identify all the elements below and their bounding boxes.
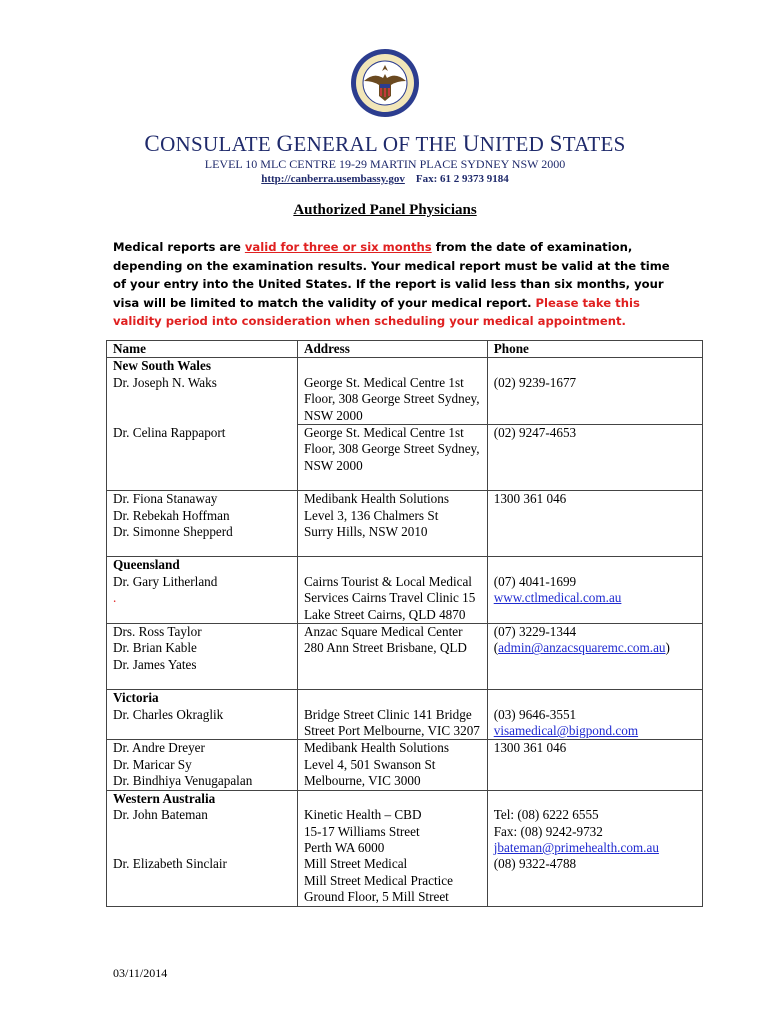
physician-name: Dr. John Bateman [113, 807, 208, 823]
email-link[interactable]: admin@anzacsquaremc.com.au [498, 640, 666, 656]
page-title: CONSULATE GENERAL OF THE UNITED STATES [144, 131, 626, 156]
table-header-row [107, 341, 703, 358]
physician-address: 15-17 Williams Street [303, 823, 420, 839]
physician-address: George St. Medical Centre 1st Floor, 308 George Street Sydney, NSW 2000 [303, 425, 480, 473]
physician-address: Level 3, 136 Chalmers St [303, 507, 439, 523]
physician-address: Perth WA 6000 [303, 839, 385, 855]
physician-address: Mill Street Medical Practice [303, 872, 453, 888]
state-heading-nsw: New South Wales [113, 358, 211, 374]
table-row [107, 425, 703, 491]
physician-phone: (03) 9646-3551 [493, 706, 577, 722]
physician-address: Cairns Tourist & Local Medical Services Cairns Travel Clinic 15 Lake Street Cairns, QLD 4870 [303, 573, 476, 622]
physician-phone: 1300 361 046 [493, 491, 567, 507]
physician-phone: (02) 9247-4653 [493, 425, 577, 441]
website-link[interactable]: http://canberra.usembassy.gov [261, 173, 405, 185]
physician-name: Dr. Andre Dreyer [113, 740, 205, 756]
physicians-table [106, 340, 703, 907]
column-header-name: Name [107, 341, 298, 358]
stray-mark: . [113, 590, 117, 606]
consulate-address: LEVEL 10 MLC CENTRE 19-29 MARTIN PLACE SYDNEY NSW 2000 [204, 157, 566, 171]
physician-name: Drs. Ross Taylor [113, 624, 202, 640]
state-heading-qld: Queensland [113, 557, 180, 573]
physician-address: Kinetic Health – CBD [303, 807, 422, 823]
email-link[interactable]: jbateman@primehealth.com.au [493, 839, 659, 855]
physician-phone: (07) 3229-1344 [493, 624, 577, 640]
physician-phone: Tel: (08) 6222 6555 [493, 807, 599, 823]
email-link[interactable]: visamedical@bigpond.com [493, 723, 639, 739]
physician-name: Dr. Rebekah Hoffman [113, 507, 230, 523]
contact-line [0, 173, 770, 185]
physician-name: Dr. Maricar Sy [113, 756, 192, 772]
document-date: 03/11/2014 [113, 966, 168, 980]
physician-phone: (08) 9322-4788 [493, 856, 577, 872]
physician-address: George St. Medical Centre 1st Floor, 308 George Street Sydney, NSW 2000 [303, 374, 480, 423]
notice-text: from the date of examination, depending on the examination results. Your medical report must be valid at the time of your entry into the United States. If the report is valid less than six months, your visa will be limited to match the validity of your medical report. [113, 240, 670, 310]
table-row [107, 690, 703, 740]
physician-name: Dr. Bindhiya Venugapalan [113, 773, 253, 789]
physician-name: Dr. Charles Okraglik [113, 706, 224, 722]
column-header-address: Address [297, 341, 487, 358]
table-row [107, 740, 703, 790]
table-row [107, 491, 703, 557]
physician-address: Ground Floor, 5 Mill Street [303, 889, 449, 905]
table-row [107, 557, 703, 624]
validity-notice [113, 238, 673, 331]
physician-name: Dr. Celina Rappaport [113, 424, 226, 440]
website-link[interactable]: www.ctlmedical.com.au [493, 590, 622, 606]
notice-text: Medical reports are [113, 240, 245, 254]
physician-address: Surry Hills, NSW 2010 [303, 524, 428, 540]
physician-address: Medibank Health Solutions [303, 491, 449, 507]
table-row: Drs. Ross Taylor Dr. Brian Kable Dr. James Yates Anzac Square Medical Center 280 Ann Street Brisbane, QLD (07) 3229-1344 (admin@anzacsquaremc.com.au) [107, 624, 703, 690]
physician-address: 280 Ann Street Brisbane, QLD [303, 640, 467, 656]
physician-address: Melbourne, VIC 3000 [303, 773, 421, 789]
column-header-phone: Phone [487, 341, 702, 358]
notice-validity-emphasis: valid for three or six months [244, 240, 432, 254]
physician-name: Dr. James Yates [113, 656, 197, 672]
physician-name: Dr. Elizabeth Sinclair [113, 856, 227, 872]
physician-name: Dr. Fiona Stanaway [113, 491, 218, 507]
fax-number: Fax: 61 2 9373 9184 [415, 173, 509, 185]
document-subtitle: Authorized Panel Physicians [293, 202, 477, 218]
physician-phone: 1300 361 046 [493, 740, 567, 756]
physician-address: Anzac Square Medical Center [303, 624, 463, 640]
physician-address: Bridge Street Clinic 141 Bridge Street Port Melbourne, VIC 3207 [303, 706, 480, 739]
table-row [107, 790, 703, 856]
physician-phone: (07) 4041-1699 [493, 573, 577, 589]
physician-fax: Fax: (08) 9242-9732 [493, 823, 603, 839]
us-department-of-state-seal-icon [350, 48, 420, 118]
table-row [107, 856, 703, 906]
physician-name: Dr. Brian Kable [113, 640, 197, 656]
physician-address: Mill Street Medical [303, 856, 408, 872]
state-heading-wa: Western Australia [113, 790, 216, 806]
physician-name: Dr. Gary Litherland [113, 573, 218, 589]
state-heading-vic: Victoria [113, 690, 159, 706]
table-row [107, 358, 703, 425]
physician-address: Level 4, 501 Swanson St [303, 756, 436, 772]
physician-name: Dr. Joseph N. Waks [113, 374, 217, 390]
physician-phone: (02) 9239-1677 [493, 374, 577, 390]
physician-name: Dr. Simonne Shepperd [113, 524, 233, 540]
physician-address: Medibank Health Solutions [303, 740, 449, 756]
notice-warning: Please take this validity period into consideration when scheduling your medical appointment. [113, 295, 640, 329]
